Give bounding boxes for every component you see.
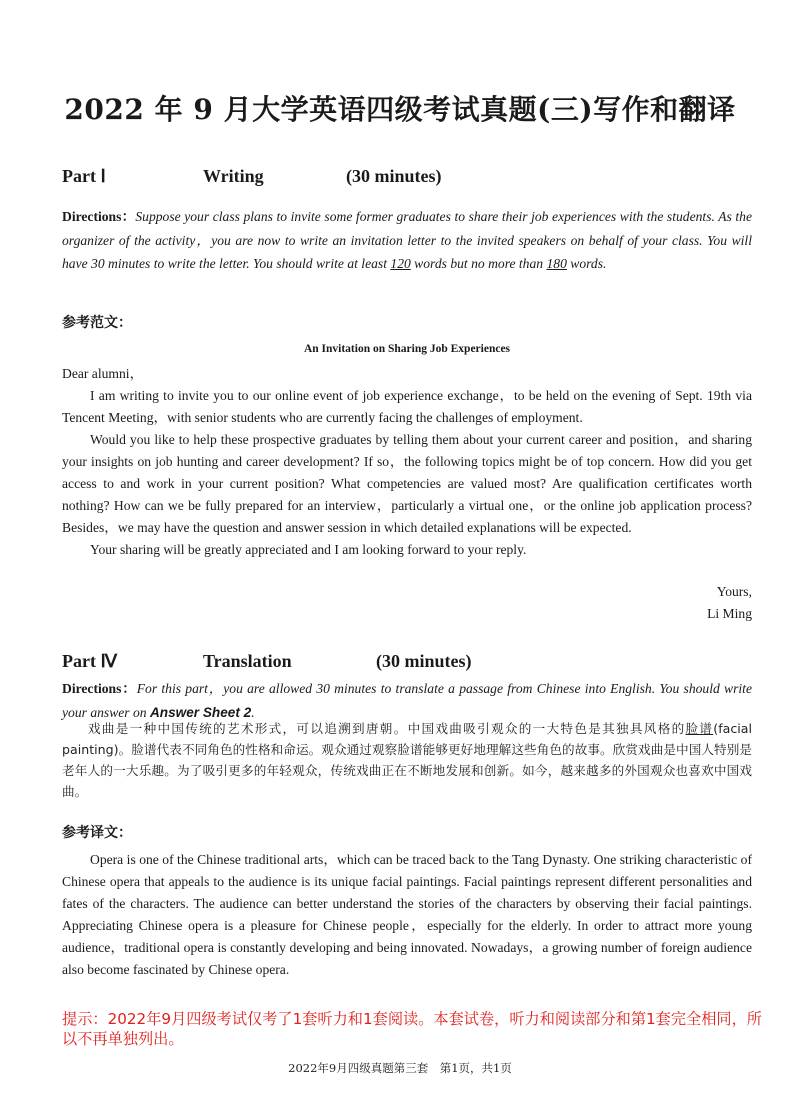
page-title: 2022 年 9 月大学英语四级考试真题(三)写作和翻译: [64, 93, 736, 126]
chinese-term: 脸谱: [685, 721, 714, 736]
directions-text: For this part，you are allowed 30 minutes to translate a passage from Chinese into English. You should write your answer on: [62, 681, 752, 720]
essay-paragraph: Your sharing will be greatly appreciated and I am looking forward to your reply.: [90, 542, 527, 557]
reference-translation: Opera is one of the Chinese traditional arts，which can be traced back to the Tang Dynasty. One striking characteristic of Chinese opera that appeals to the audience is its unique facial paintings. Facial paintings represent different personalities and fates of the characters. The audience can better understand the stories of the characters by observing their facial paintings. Appreciating Chinese opera is a pleasure for Chinese people，especially for the elderly. In order to attract more young audience，traditional opera is constantly developing and being innovated. Nowadays，a growing number of foreign audience also become fascinated by Chinese opera.: [62, 852, 752, 977]
part1-time: (30 minutes): [346, 166, 442, 186]
part1-label: Part Ⅰ: [62, 166, 106, 186]
essay-closing: Yours,: [716, 584, 752, 599]
essay-body: [62, 363, 752, 561]
essay-salutation: Dear alumni，: [62, 366, 144, 381]
part4-section: Translation: [203, 651, 292, 671]
essay-paragraph: I am writing to invite you to our online event of job experience exchange，to be held on the evening of Sept. 19th via Tencent Meeting，with senior students who are currently facing the challenges of employment.: [62, 388, 752, 425]
max-words: 180: [546, 256, 567, 271]
chinese-passage: 戏曲是一种中国传统的艺术形式，可以追溯到唐朝。中国戏曲吸引观众的一大特色是其独具风格的脸谱(facial painting)。脸谱代表不同角色的性格和命运。观众通过观察脸谱能够更好地理解这些角色的故事。欣赏戏曲是中国人特别是老年人的一大乐趣。为了吸引更多的年轻观众，传统戏曲正在不断地发展和创新。如今，越来越多的外国观众也喜欢中国戏曲。: [62, 721, 753, 799]
part1-directions: Directions：Suppose your class plans to invite some former graduates to share their job experiences with the students. As the organizer of the activity，you are now to write an invitation letter to the invited speakers on behalf of your class. You will have 30 minutes to write the letter. You should write at least 120 words but no more than 180 words.: [62, 209, 752, 271]
essay-signoff: [707, 581, 752, 625]
ref-translation-label: 参考译文：: [62, 825, 132, 841]
part4-time: (30 minutes): [376, 651, 472, 671]
page-footer: 2022年9月四级真题第三套 第1页，共1页: [288, 1061, 512, 1075]
part4-directions: Directions：For this part，you are allowed 30 minutes to translate a passage from Chinese into English. You should write your answer on Answer Sheet 2.: [62, 681, 752, 720]
essay-title: An Invitation on Sharing Job Experiences: [303, 343, 511, 355]
ref-essay-label: 参考范文：: [62, 315, 132, 331]
min-words: 120: [390, 256, 411, 271]
essay-signature: Li Ming: [707, 606, 752, 621]
part4-label: Part Ⅳ: [62, 651, 118, 671]
red-notice: 提示：2022年9月四级考试仅考了1套听力和1套阅读。本套试卷，听力和阅读部分和第1套完全相同，所以不再单独列出。: [62, 1010, 762, 1048]
directions-label: Directions：: [62, 209, 136, 224]
essay-paragraph: Would you like to help these prospective graduates by telling them about your current career and position，and sharing your insights on job hunting and career development? If so，the following topics might be of top concern. How did you get access to and work in your current position? What competencies are valued most? Are qualification certificates worth nothing? How can we be fully prepared for an interview，particularly a virtual one，or the online job application process? Besides，we may have the question and answer session in which detailed explanations will be expected.: [62, 432, 752, 535]
part1-section: Writing: [203, 166, 264, 186]
answer-sheet-ref: Answer Sheet 2: [149, 704, 252, 720]
directions-text: Suppose your class plans to invite some former graduates to share their job experiences with the students. As the organizer of the activity，you are now to write an invitation letter to the invited speakers on behalf of your class. You will have 30 minutes to write the letter. You should write at least: [62, 209, 752, 271]
